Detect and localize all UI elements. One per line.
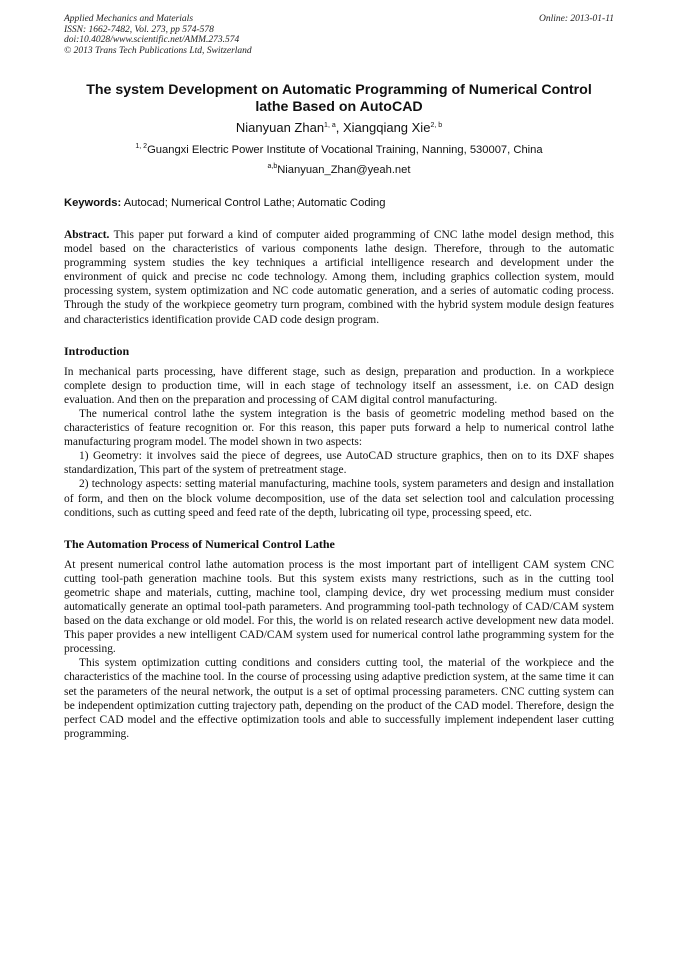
heading-automation: The Automation Process of Numerical Control Lathe <box>64 536 335 551</box>
affiliation-text: Guangxi Electric Power Institute of Vocational Training, Nanning, 530007, China <box>147 144 543 156</box>
author-1: Nianyuan Zhan <box>235 120 325 135</box>
author-line <box>64 120 614 136</box>
intro-paragraph-4: 2) technology aspects: setting material manufacturing, machine tools, system parameters and design and installation of form, and then on the block volume decomposition, use of the data set selection tool and calculation processing conditions, such as cutting speed and feed rate of the depth, lubricating oil type, processing speed, etc. <box>64 478 614 519</box>
abstract <box>64 228 614 327</box>
automation-paragraph-1: At present numerical control lathe automation process is the most important part of intelligent CAM system CNC cutting tool-path generation machine tools. But this system exists many restrictions, such as in the cutting tool geometric shape and materials, cutting, machine tool, clamping device, dry wet processing medium must consider automatically generate an optimal tool-path parameters. And programming tool-path technology of CAD/CAM system based on the data exchange or old model. For this, the world is on related research active development new data model. This paper provides a new intelligent CAD/CAM system used for numerical control lathe programming system for the processing. <box>64 558 614 656</box>
email-text: Nianyuan_Zhan@yeah.net <box>277 164 411 176</box>
intro-paragraph-3: 1) Geometry: it involves said the piece of degrees, use AutoCAD structure graphics, then on to its DXF shapes standardization, This part of the system of pretreatment stage. <box>64 450 614 477</box>
affiliation-sup: 1, 2 <box>135 143 148 150</box>
journal-doi: doi:10.4028/www.scientific.net/AMM.273.574 <box>64 35 240 45</box>
author-separator: , <box>335 120 343 135</box>
journal-name: Applied Mechanics and Materials <box>64 14 194 24</box>
journal-header <box>64 14 614 56</box>
author-email <box>64 163 614 177</box>
author-2: Xiangqiang Xie <box>342 120 431 135</box>
email-sup: a,b <box>267 163 278 170</box>
intro-paragraph-1: In mechanical parts processing, have different stage, such as design, preparation and production. In a workpiece complete design to production time, will in each stage of technology itself an assessment, i.e. on CAD design evaluation. And then on the preparation and processing of CAM digital control manufacturing. <box>64 365 614 406</box>
abstract-text: This paper put forward a kind of computer aided programming of CNC lathe model design method, this model based on the characteristics of various components lathe design. Therefore, through to the automatic programming system studies the key techniques a artificial intelligence research and development under the environment of quick and precise nc code technology. Among them, including graphics collection system, mould processing system, system optimization and NC code automatic generation, and a series of automatic coding process. Through the study of the workpiece geometry turn program, combined with the hybrid system module design features and characteristics identification provide CAD code design program. <box>64 229 614 326</box>
heading-introduction: Introduction <box>64 343 130 358</box>
online-date: Online: 2013-01-11 <box>538 14 614 24</box>
keywords <box>64 196 614 210</box>
journal-issn: ISSN: 1662-7482, Vol. 273, pp 574-578 <box>64 24 214 35</box>
journal-copyright: © 2013 Trans Tech Publications Ltd, Switzerland <box>64 45 252 56</box>
paper-title: The system Development on Automatic Programming of Numerical Control lathe Based on AutoCAD <box>86 82 592 115</box>
author-2-sup: 2, b <box>430 122 443 129</box>
automation-paragraph-2: This system optimization cutting conditions and considers cutting tool, the material of the workpiece and the characteristics of the machine tool. In the course of processing using adaptive prediction system, at the same time it can set the parameters of the neural network, the output is a set of optimal processing parameters. CNC cutting system can be independent optimization cutting trajectory path, depending on the product of the CAD model. Therefore, design the perfect CAD model and the effective optimization tools and able to successfully implement independent laser cutting programming. <box>64 657 614 740</box>
keywords-text: Autocad; Numerical Control Lathe; Automatic Coding <box>121 197 386 209</box>
intro-paragraph-2: The numerical control lathe the system integration is the basis of geometric modeling method based on the characteristics of feature recognition or. For this reason, this paper puts forward a help to numerical control lathe manufacturing program model. The model shown in two aspects: <box>64 407 614 449</box>
abstract-label: Abstract. <box>64 229 110 241</box>
author-1-sup: 1, a <box>324 122 336 129</box>
keywords-label: Keywords: <box>64 197 122 209</box>
affiliation <box>64 143 614 157</box>
